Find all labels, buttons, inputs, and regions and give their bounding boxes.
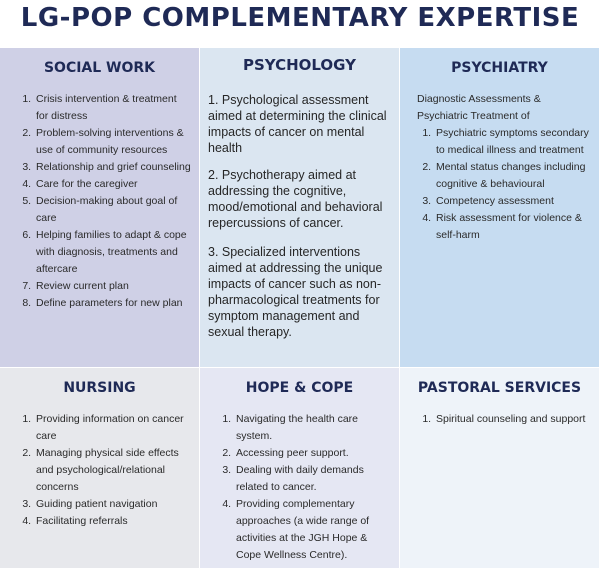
list-item: 4. Facilitating referrals: [34, 513, 191, 530]
psychology-panel: [200, 48, 400, 368]
list-item: 2. Problem-solving interventions & use of community resources: [34, 125, 191, 159]
list-item: 4. Providing complementary approaches (a wide range of activities at the JGH Hope & Cope Wellness Centre).: [234, 496, 391, 564]
social-work-heading: SOCIAL WORK: [43, 60, 156, 76]
social-work-panel: [0, 48, 200, 368]
pastoral-services-list: [400, 411, 591, 428]
psychiatry-intro: Diagnostic Assessments & Psychiatric Treatment of: [417, 93, 541, 122]
psychiatry-panel: [400, 48, 600, 368]
hope-cope-panel: [200, 368, 400, 569]
psychiatry-heading: PSYCHIATRY: [451, 60, 548, 76]
nursing-heading: NURSING: [63, 380, 136, 396]
pastoral-services-heading: PASTORAL SERVICES: [417, 380, 582, 396]
list-item: 4. Risk assessment for violence & self-harm: [434, 210, 591, 244]
list-item: 1. Providing information on cancer care: [34, 411, 191, 445]
hope-cope-list: [200, 411, 391, 564]
list-item: 3. Dealing with daily demands related to cancer.: [234, 462, 391, 496]
page-title: LG-POP COMPLEMENTARY EXPERTISE: [20, 3, 580, 33]
psychology-heading: PSYCHOLOGY: [242, 56, 357, 74]
psychiatry-list: [400, 125, 591, 244]
list-item: 3. Guiding patient navigation: [34, 496, 191, 513]
social-work-list: [0, 91, 191, 312]
list-item: 1. Spiritual counseling and support: [434, 411, 591, 428]
list-item: 3. Competency assessment: [434, 193, 591, 210]
psychology-paragraph: 3. Specialized interventions aimed at addressing the unique impacts of cancer such as non-pharmacological treatments for symptom management and sexual therapy.: [208, 245, 383, 339]
pastoral-services-panel: [400, 368, 600, 569]
list-item: 2. Managing physical side effects and psychological/relational concerns: [34, 445, 191, 496]
list-item: 8. Define parameters for new plan: [34, 295, 191, 312]
psychology-paragraph: 1. Psychological assessment aimed at determining the clinical impacts of cancer on mental health: [208, 93, 387, 155]
nursing-list: [0, 411, 191, 530]
list-item: 5. Decision-making about goal of care: [34, 193, 191, 227]
list-item: 2. Mental status changes including cognitive & behavioural: [434, 159, 591, 193]
hope-cope-heading: HOPE & COPE: [245, 380, 354, 396]
psychology-paragraph: 2. Psychotherapy aimed at addressing the cognitive, mood/emotional and behavioral repercussions of cancer.: [208, 168, 383, 230]
list-item: 2. Accessing peer support.: [234, 445, 391, 462]
list-item: 6. Helping families to adapt & cope with diagnosis, treatments and aftercare: [34, 227, 191, 278]
list-item: 1. Navigating the health care system.: [234, 411, 391, 445]
list-item: 3. Relationship and grief counseling: [34, 159, 191, 176]
list-item: 1. Crisis intervention & treatment for distress: [34, 91, 191, 125]
list-item: 4. Care for the caregiver: [34, 176, 191, 193]
list-item: 7. Review current plan: [34, 278, 191, 295]
list-item: 1. Psychiatric symptoms secondary to medical illness and treatment: [434, 125, 591, 159]
nursing-panel: [0, 368, 200, 569]
